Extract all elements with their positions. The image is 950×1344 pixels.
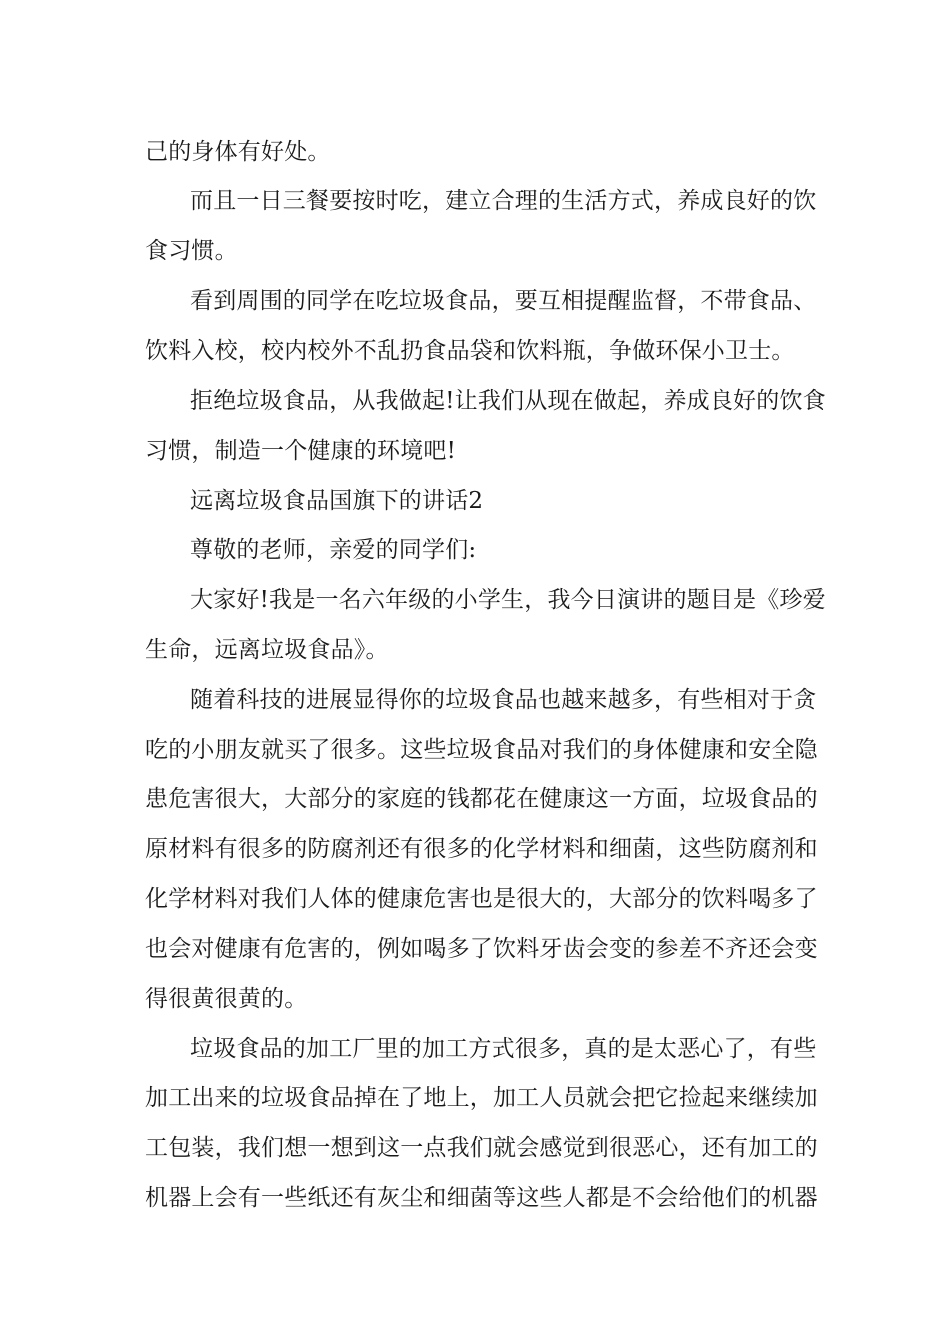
text-line: 也会对健康有危害的，例如喝多了饮料牙齿会变的参差不齐还会变	[145, 936, 818, 962]
paragraph-line: 拒绝垃圾食品，从我做起!让我们从现在做起，养成良好的饮食	[190, 388, 826, 414]
text-line: 食习惯。	[145, 238, 238, 264]
text-line: 机器上会有一些纸还有灰尘和细菌等这些人都是不会给他们的机器	[145, 1185, 818, 1211]
paragraph-line: 垃圾食品的加工厂里的加工方式很多，真的是太恶心了，有些	[190, 1036, 817, 1062]
text-line: 工包装，我们想一想到这一点我们就会感觉到很恶心，还有加工的	[145, 1135, 818, 1161]
text-line: 加工出来的垃圾食品掉在了地上，加工人员就会把它捡起来继续加	[145, 1085, 818, 1111]
paragraph-line: 大家好!我是一名六年级的小学生，我今日演讲的题目是《珍爱	[190, 587, 826, 613]
text-line: 习惯，制造一个健康的环境吧!	[145, 438, 457, 464]
paragraph-line: 而且一日三餐要按时吃，建立合理的生活方式，养成良好的饮	[190, 188, 817, 214]
paragraph-line: 看到周围的同学在吃垃圾食品，要互相提醒监督，不带食品、	[190, 288, 817, 314]
text-line: 生命，远离垃圾食品》。	[145, 637, 389, 663]
text-line: 患危害很大，大部分的家庭的钱都花在健康这一方面，垃圾食品的	[145, 786, 818, 812]
text-line: 得很黄很黄的。	[145, 986, 308, 1012]
text-line: 化学材料对我们人体的健康危害也是很大的，大部分的饮料喝多了	[145, 886, 818, 912]
text-line: 饮料入校，校内校外不乱扔食品袋和饮料瓶，争做环保小卫士。	[145, 338, 795, 364]
salutation: 尊敬的老师，亲爱的同学们:	[190, 537, 477, 563]
text-line: 己的身体有好处。	[145, 139, 331, 165]
text-line: 原材料有很多的防腐剂还有很多的化学材料和细菌，这些防腐剂和	[145, 836, 818, 862]
section-title: 远离垃圾食品国旗下的讲话2	[190, 488, 484, 514]
paragraph-line: 随着科技的进展显得你的垃圾食品也越来越多，有些相对于贪	[190, 687, 817, 713]
text-line: 吃的小朋友就买了很多。这些垃圾食品对我们的身体健康和安全隐	[145, 737, 818, 763]
